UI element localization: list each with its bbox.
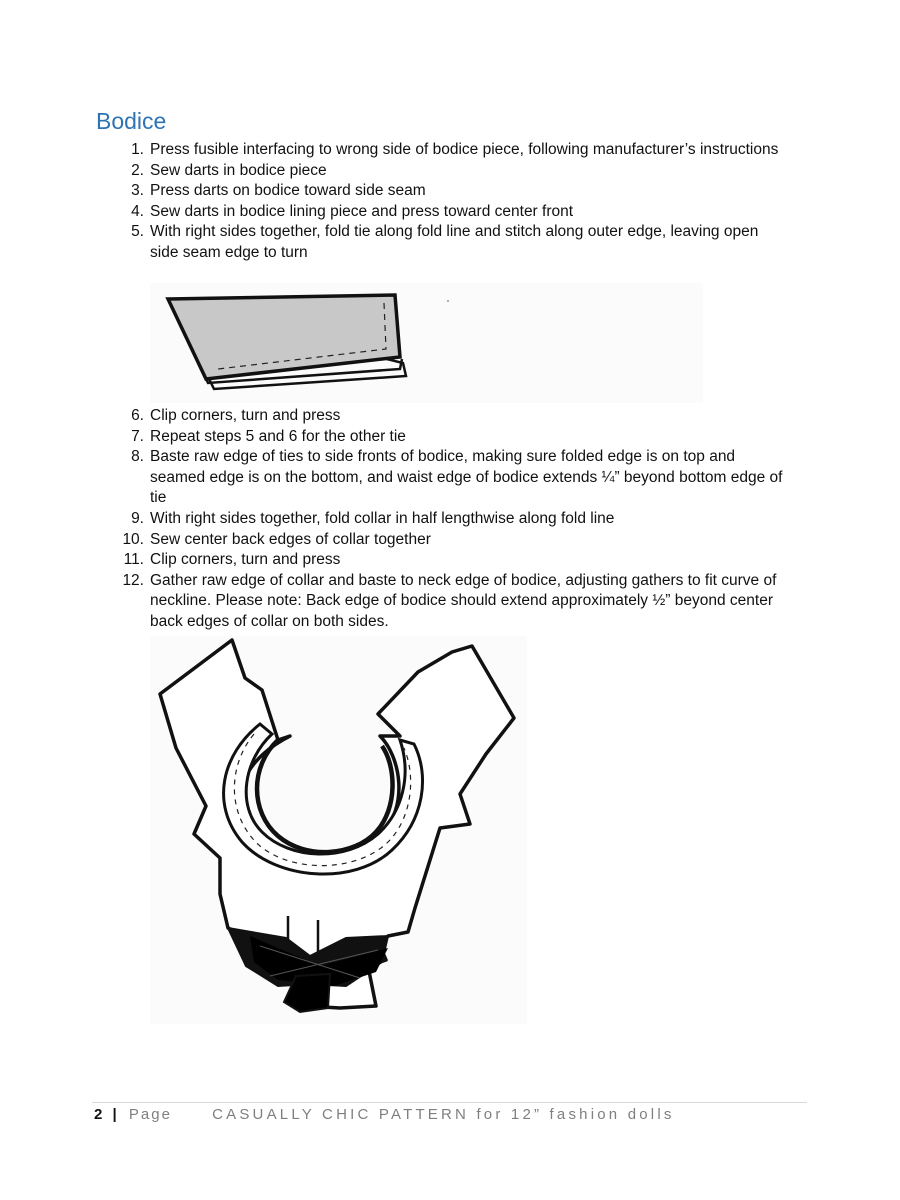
page-number: 2 — [94, 1106, 103, 1123]
list-item — [118, 571, 790, 633]
step-number: 5. — [131, 223, 144, 241]
step-text: Press fusible interfacing to wrong side of bodice piece, following manufacturer’s instructions — [150, 141, 779, 158]
step-text: Sew darts in bodice piece — [150, 161, 327, 179]
step-number: 2. — [131, 161, 144, 179]
footer-divider — [92, 1102, 807, 1103]
footer-separator: | — [112, 1106, 117, 1123]
step-text: With right sides together, fold tie along fold line and stitch along outer edge, leaving open side seam edge to turn — [150, 223, 759, 261]
step-number: 10. — [122, 530, 144, 548]
page-footer — [94, 1106, 675, 1123]
list-item — [118, 202, 790, 223]
section-heading: Bodice — [96, 108, 167, 134]
step-number: 9. — [131, 509, 144, 527]
step-text: Baste raw edge of ties to side fronts of bodice, making sure folded edge is on top and seamed edge is on the bottom, and waist edge of bodice extends ¼” beyond bottom edge of tie — [150, 448, 783, 507]
step-text: Sew center back edges of collar together — [150, 530, 431, 548]
step-text: Gather raw edge of collar and baste to neck edge of bodice, adjusting gathers to fit curve of neckline. Please note: Back edge of bodice should extend approximately ½” beyond center back edges of collar on both sides. — [150, 571, 777, 630]
tie-piece — [168, 295, 400, 379]
instruction-list-part-2 — [118, 406, 790, 633]
step-number: 7. — [131, 427, 144, 445]
instruction-list-part-1 — [118, 140, 790, 264]
step-number: 3. — [131, 182, 144, 200]
step-text: With right sides together, fold collar in half lengthwise along fold line — [150, 509, 615, 527]
tie-illustration — [150, 283, 703, 403]
list-item — [118, 222, 790, 263]
list-item — [118, 161, 790, 182]
step-number: 4. — [131, 202, 144, 220]
step-number: 1. — [131, 141, 144, 158]
step-text: Clip corners, turn and press — [150, 407, 341, 424]
list-item — [118, 447, 790, 509]
neckline — [257, 740, 393, 852]
list-item — [118, 530, 790, 551]
list-item — [118, 509, 790, 530]
document-title: CASUALLY CHIC PATTERN for 12” fashion dolls — [212, 1106, 675, 1123]
step-number: 12. — [122, 571, 144, 589]
step-number: 11. — [123, 551, 144, 569]
page-label: Page — [128, 1106, 172, 1123]
step-number: 6. — [131, 407, 144, 424]
list-item — [118, 427, 790, 448]
list-item — [118, 140, 790, 161]
bodice-collar-illustration — [150, 636, 527, 1024]
list-item — [118, 181, 790, 202]
step-text: Press darts on bodice toward side seam — [150, 182, 426, 200]
step-text: Sew darts in bodice lining piece and press toward center front — [150, 202, 574, 220]
step-text: Clip corners, turn and press — [150, 551, 341, 569]
step-text: Repeat steps 5 and 6 for the other tie — [150, 427, 406, 445]
list-item — [118, 406, 790, 427]
list-item — [118, 550, 790, 571]
step-number: 8. — [131, 448, 144, 466]
